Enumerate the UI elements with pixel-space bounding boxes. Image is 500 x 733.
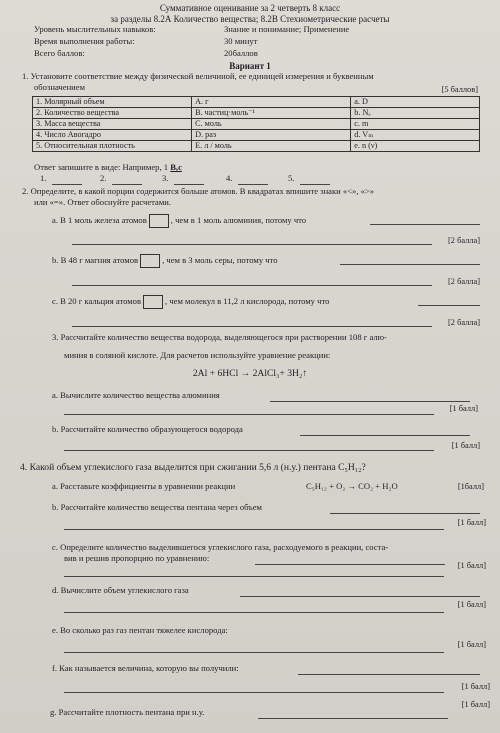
table-row (33, 108, 480, 119)
q2b-row (52, 254, 278, 268)
answer-prefix: Ответ запишите в виде: Например, 1 (34, 162, 171, 172)
quantity-cell: 4. Число Авогадро (33, 130, 192, 141)
matching-table (32, 96, 480, 152)
symbol-cell: b. Nₐ (351, 108, 480, 119)
header-title: Суммативное оценивание за 2 четверть 8 класс (159, 3, 341, 13)
q2a-line-2[interactable] (72, 244, 432, 245)
q4f-line[interactable] (298, 674, 480, 675)
table-row (33, 119, 480, 130)
q4b-points: [1 балл] (457, 518, 486, 527)
unit-cell: E. л / моль (192, 141, 351, 152)
q4e-text: e. Во сколько раз газ пентан тяжелее кислорода: (52, 625, 228, 635)
q4g-line[interactable] (258, 718, 448, 719)
q1-answer-hint (34, 163, 182, 173)
symbol-cell: a. D (351, 97, 480, 108)
q3-text: 3. Рассчитайте количество вещества водорода, выделяющегося при растворении 108 г алю- (52, 332, 387, 342)
q2b-line[interactable] (340, 264, 480, 265)
q4f-text: f. Как называется величина, которую вы получили: (52, 663, 239, 673)
q4f-points: [1 балл] (461, 682, 490, 691)
q2-text: 2. Определите, в какой порции содержится больше атомов. В квадратах впишите знаки «<», «>» (22, 186, 375, 196)
q4d-line-2[interactable] (64, 612, 444, 613)
unit-cell: A. г (192, 97, 351, 108)
q2b-line-2[interactable] (72, 285, 432, 286)
header-subtitle: за разделы 8.2А Количество вещества; 8.2В Стехиометрические расчеты (110, 14, 390, 24)
q2b-right: , чем в 3 моль серы, потому что (162, 254, 278, 265)
q4a-equation: C₅H₁₂ + O₂ → CO₂ + H₂O (306, 481, 398, 491)
variant-title: Вариант 1 (229, 61, 271, 71)
q2-text-2: или «=». Ответ обоснуйте расчетами. (34, 197, 172, 207)
q4c-line[interactable] (255, 564, 445, 565)
q1-text-2: обозначением (34, 82, 86, 92)
q3a-points: [1 балл] (449, 404, 478, 413)
answer-5: 5. (288, 173, 295, 183)
q4a-text: a. Расставьте коэффициенты в уравнении реакции (52, 481, 236, 491)
answer-1: 1. (40, 173, 47, 183)
q3b-line-2[interactable] (64, 450, 434, 451)
q4e-points: [1 балл] (457, 640, 486, 649)
quantity-cell: 5. Относительная плотность (33, 141, 192, 152)
quantity-cell: 2. Количество вещества (33, 108, 192, 119)
q4f-line-2[interactable] (64, 692, 444, 693)
unit-cell: C. моль (192, 119, 351, 130)
q1-text: 1. Установите соответствие между физической величиной, ее единицей измерения и буквенным (22, 71, 374, 81)
q2b-left: b. В 48 г магния атомов (52, 254, 139, 265)
q4c-text-2: вив и решив пропорцию по уравнению: (64, 553, 210, 563)
answer-example: B,c (170, 162, 182, 172)
q2c-line-2[interactable] (72, 326, 432, 327)
symbol-cell: e. n (ν) (351, 141, 480, 152)
q2a-row (52, 214, 306, 228)
answer-5-line[interactable] (300, 184, 330, 185)
answer-1-line[interactable] (52, 184, 82, 185)
q2a-line[interactable] (370, 224, 480, 225)
q3b-points: [1 балл] (451, 441, 480, 450)
q4c-points: [1 балл] (457, 561, 486, 570)
quantity-cell: 3. Масса вещества (33, 119, 192, 130)
q4d-points: [1 балл] (457, 600, 486, 609)
answer-4: 4. (226, 173, 233, 183)
answer-4-line[interactable] (238, 184, 268, 185)
table-row (33, 130, 480, 141)
q4a-points: [1балл] (457, 482, 484, 491)
q4b-line[interactable] (330, 513, 480, 514)
answer-2-line[interactable] (112, 184, 142, 185)
total-value: 20баллов (224, 48, 258, 58)
q2c-right: , чем молекул в 11,2 л кислорода, потому что (165, 295, 330, 306)
q4g-text: g. Рассчитайте плотность пентана при н.у. (50, 707, 205, 717)
q2b-points: [2 балла] (448, 277, 480, 286)
symbol-cell: d. Vₘ (351, 130, 480, 141)
q3a-line[interactable] (270, 401, 470, 402)
quantity-cell: 1. Молярный объем (33, 97, 192, 108)
skills-label: Уровень мыслительных навыков: (34, 24, 156, 34)
q4b-text: b. Рассчитайте количество вещества пентана через объем (52, 502, 262, 512)
q4b-line-2[interactable] (64, 529, 444, 530)
q2c-line[interactable] (418, 305, 480, 306)
total-label: Всего баллов: (34, 48, 85, 58)
answer-2: 2. (100, 173, 107, 183)
q1-points: [5 баллов] (441, 85, 478, 94)
q3-equation: 2Al + 6HCl → 2AlCl₃+ 3H₂↑ (192, 368, 308, 379)
q3a-line-2[interactable] (64, 414, 434, 415)
answer-3-line[interactable] (174, 184, 204, 185)
time-value: 30 минут (224, 36, 258, 46)
symbol-cell: c. m (351, 119, 480, 130)
q2a-left: a. В 1 моль железа атомов (52, 214, 147, 225)
q4d-text: d. Вычислите объем углекислого газа (52, 585, 189, 595)
q2a-right: , чем в 1 моль алюминия, потому что (170, 214, 307, 225)
time-label: Время выполнения работы: (34, 36, 135, 46)
q2a-points: [2 балла] (448, 236, 480, 245)
q2c-left: c. В 20 г кальция атомов (52, 295, 142, 306)
q4e-line[interactable] (64, 652, 444, 653)
q2c-points: [2 балла] (448, 318, 480, 327)
skills-value: Знание и понимание; Применение (224, 24, 350, 34)
q3-text-2: миния в соляной кислоте. Для расчетов используйте уравнение реакции: (64, 350, 331, 360)
q3a-text: a. Вычислите количество вещества алюминия (52, 390, 220, 400)
q4c-text: c. Определите количество выделившегося углекислого газа, расходуемого в реакции, соста- (52, 542, 389, 552)
answer-3: 3. (162, 173, 169, 183)
table-row (33, 97, 480, 108)
q2a-sign-box[interactable] (149, 214, 169, 228)
unit-cell: B. частиц·моль⁻¹ (192, 108, 351, 119)
q4d-line[interactable] (240, 596, 480, 597)
q3b-line[interactable] (300, 435, 470, 436)
q2c-sign-box[interactable] (143, 295, 163, 309)
q3b-text: b. Рассчитайте количество образующегося водорода (52, 424, 243, 434)
q4c-line-2[interactable] (64, 576, 444, 577)
q2c-row (52, 295, 329, 309)
q4-title: 4. Какой объем углекислого газа выделится при сжигании 5,6 л (н.у.) пентана C₅H₁₂? (20, 462, 366, 473)
unit-cell: D. раз (192, 130, 351, 141)
q2b-sign-box[interactable] (140, 254, 160, 268)
table-row (33, 141, 480, 152)
q4g-points: [1 балл] (461, 700, 490, 709)
